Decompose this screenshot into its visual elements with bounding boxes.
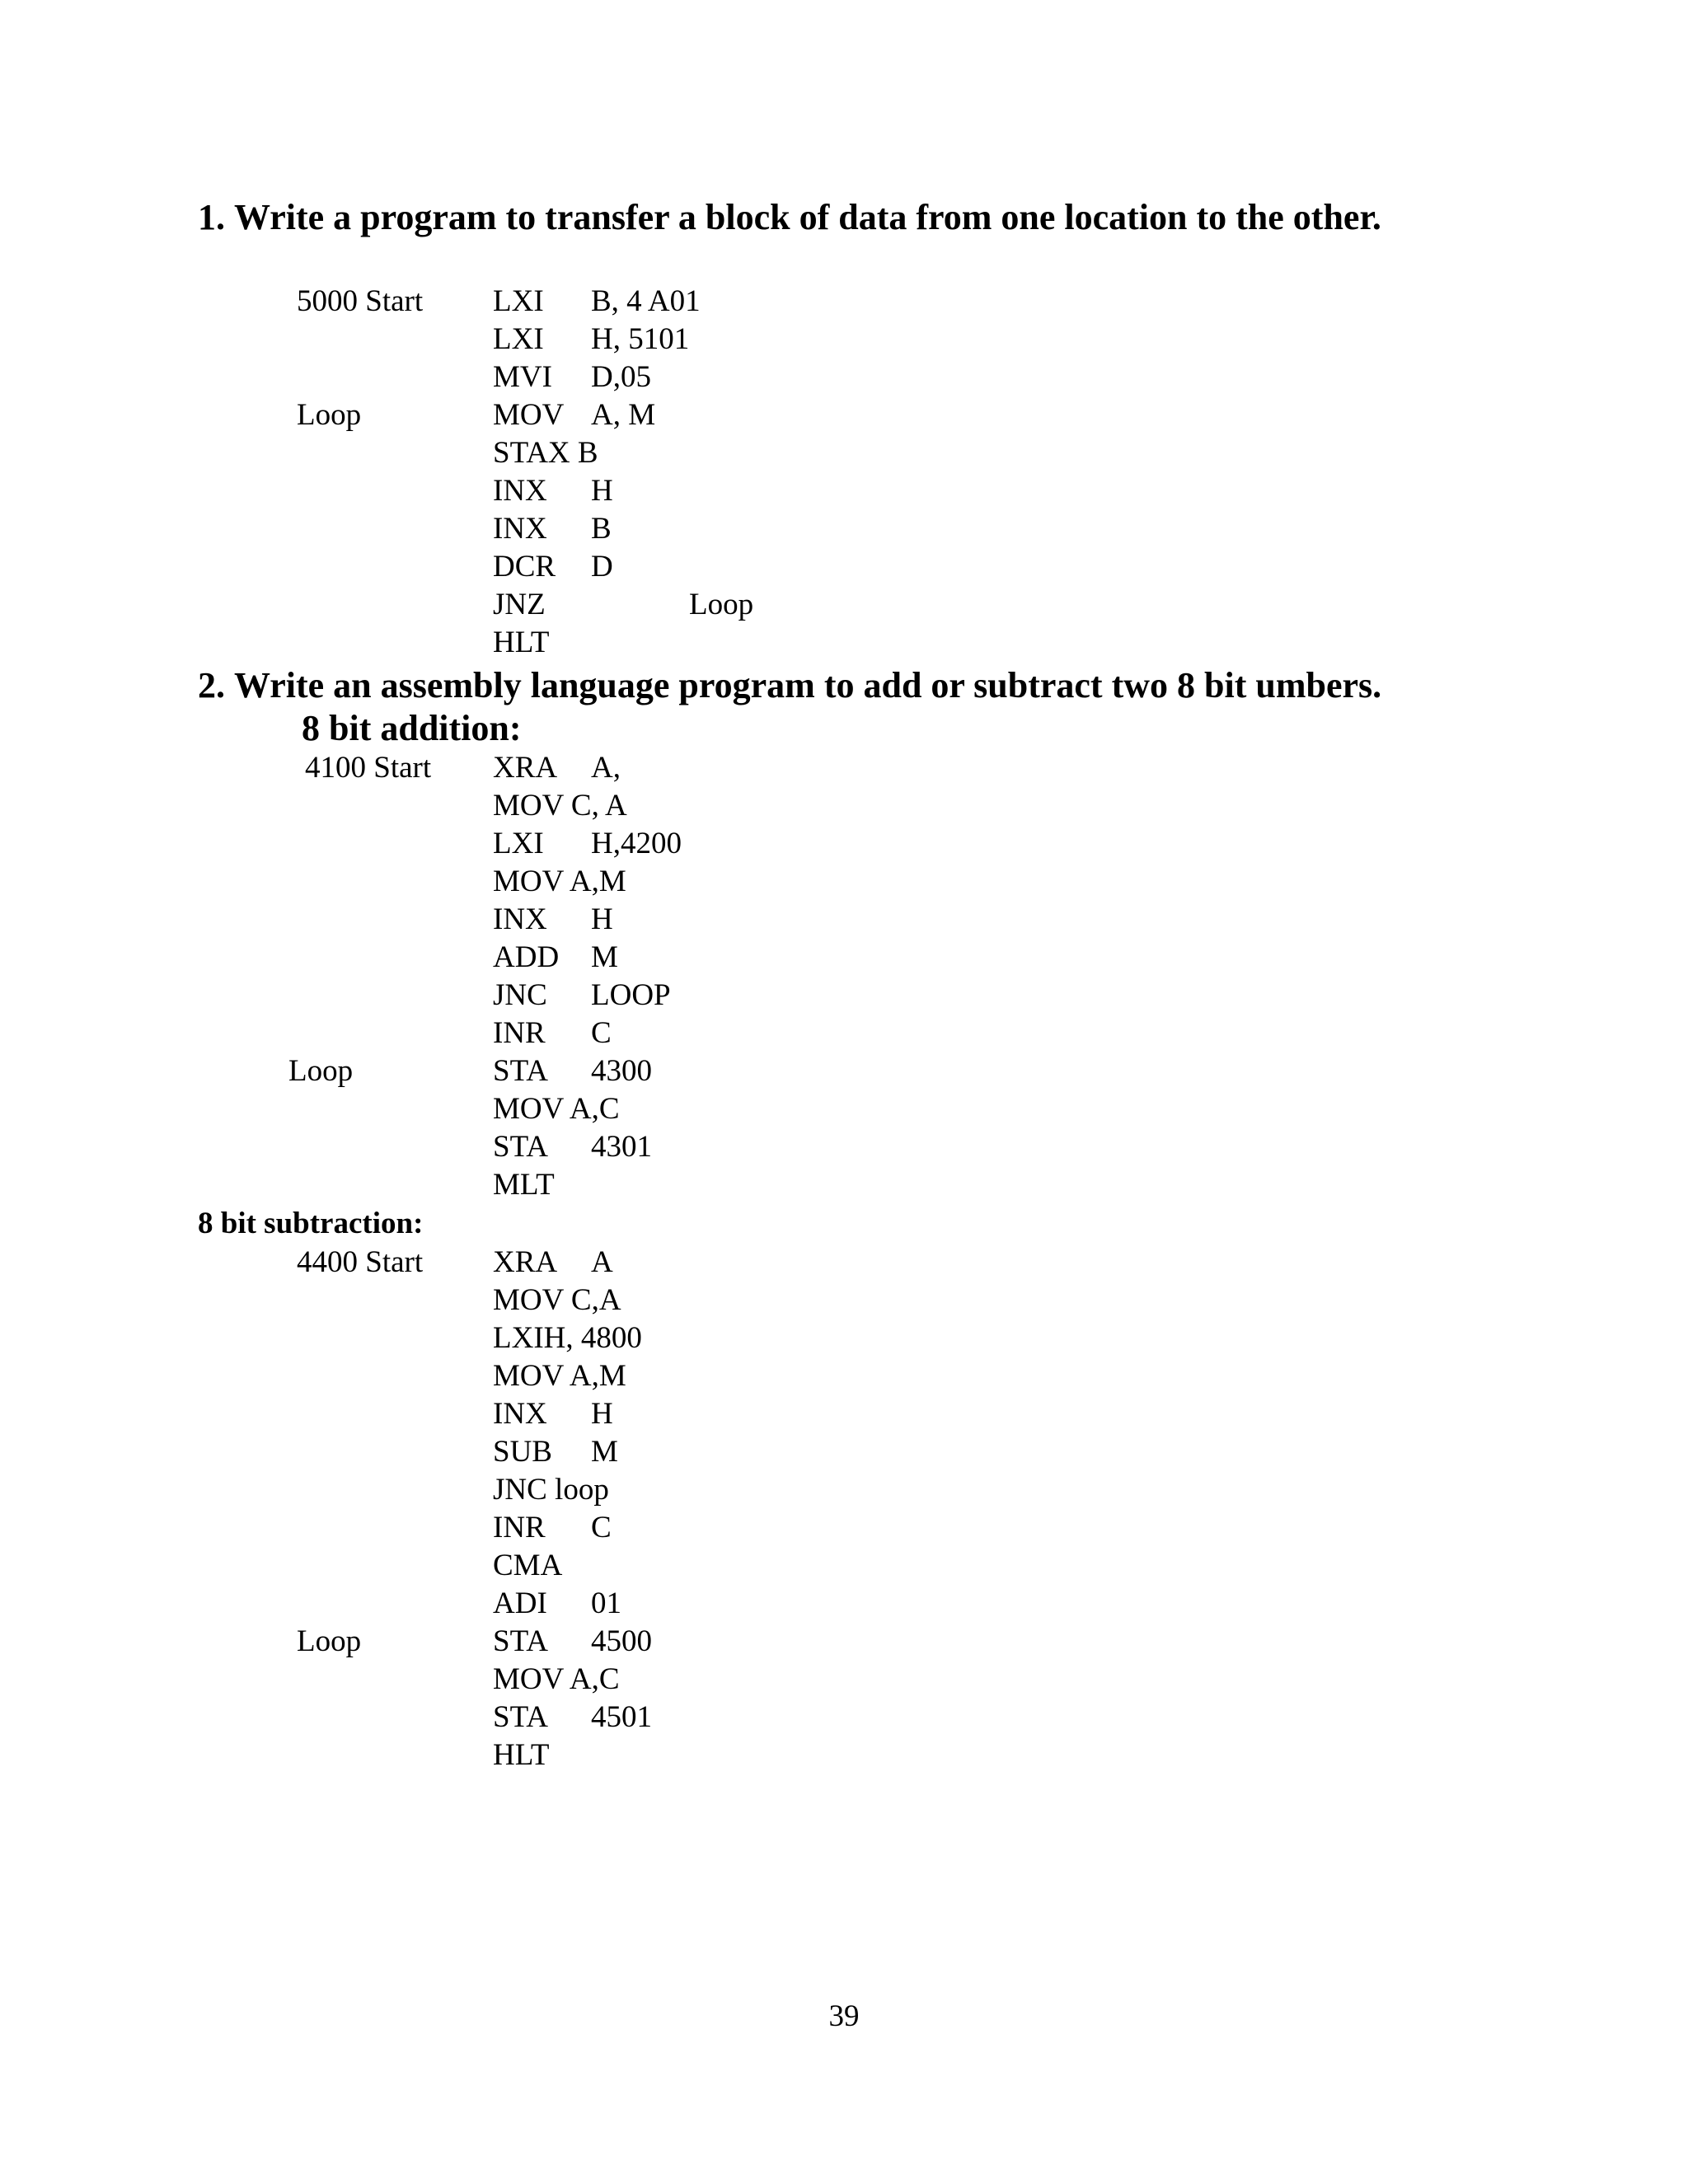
code-jump-target: Loop bbox=[689, 588, 754, 621]
code-opcode: HLT bbox=[493, 1738, 550, 1772]
code-operand: H bbox=[591, 474, 613, 508]
code-opcode: MOV A,C bbox=[493, 1092, 620, 1126]
code-opcode: DCR bbox=[493, 550, 556, 583]
section-1-title: Write a program to transfer a block of data from one location to the other. bbox=[234, 197, 1381, 237]
code-operand: H, 5101 bbox=[591, 322, 690, 356]
code-operand: M bbox=[591, 1435, 618, 1469]
code-label: 4400 Start bbox=[297, 1245, 424, 1279]
section-2-title: Write an assembly language program to add or subtract two 8 bit umbers. bbox=[234, 665, 1382, 705]
code-label: Loop bbox=[288, 1054, 354, 1088]
code-label: Loop bbox=[297, 1624, 362, 1658]
code-opcode: JNC loop bbox=[493, 1473, 609, 1507]
section-2-number: 2. bbox=[198, 665, 225, 705]
code-opcode: HLT bbox=[493, 626, 550, 659]
code-label: 4100 Start bbox=[305, 751, 432, 785]
code-opcode: MOV bbox=[493, 398, 565, 432]
code-opcode: INX bbox=[493, 1397, 547, 1431]
code-operand: D bbox=[591, 550, 613, 583]
code-operand: H bbox=[591, 1397, 613, 1431]
code-opcode: INR bbox=[493, 1016, 546, 1050]
code-operand: B bbox=[591, 512, 612, 546]
subtraction-subheading: 8 bit subtraction: bbox=[198, 1207, 424, 1240]
code-opcode: MOV A,C bbox=[493, 1662, 620, 1696]
code-opcode: STA bbox=[493, 1130, 548, 1164]
code-opcode: MOV A,M bbox=[493, 1359, 626, 1393]
code-operand: A, M bbox=[591, 398, 656, 432]
code-operand: D,05 bbox=[591, 360, 651, 394]
code-opcode: LXI bbox=[493, 827, 544, 860]
code-operand: 4301 bbox=[591, 1130, 652, 1164]
code-opcode: XRA bbox=[493, 1245, 558, 1279]
code-operand: H bbox=[591, 902, 613, 936]
code-opcode: LXI bbox=[493, 322, 544, 356]
code-opcode: STA bbox=[493, 1054, 548, 1088]
section-2-heading bbox=[198, 664, 1381, 707]
code-opcode: LXI bbox=[493, 284, 544, 318]
code-opcode: XRA bbox=[493, 751, 558, 785]
code-operand: 4300 bbox=[591, 1054, 652, 1088]
code-opcode: MLT bbox=[493, 1168, 555, 1202]
code-opcode: STA bbox=[493, 1700, 548, 1734]
code-operand: M bbox=[591, 940, 618, 974]
code-opcode: INR bbox=[493, 1511, 546, 1544]
code-operand: B, 4 A01 bbox=[591, 284, 701, 318]
code-operand: H,4200 bbox=[591, 827, 682, 860]
code-operand: 01 bbox=[591, 1586, 621, 1620]
code-opcode: MVI bbox=[493, 360, 552, 394]
page-number: 39 bbox=[828, 1999, 860, 2033]
code-opcode: ADI bbox=[493, 1586, 547, 1620]
code-opcode: JNC bbox=[493, 978, 547, 1012]
code-opcode: CMA bbox=[493, 1549, 563, 1582]
code-opcode: STAX B bbox=[493, 436, 598, 470]
code-label: Loop bbox=[297, 398, 362, 432]
code-opcode: LXIH, 4800 bbox=[493, 1321, 642, 1355]
code-opcode: INX bbox=[493, 512, 547, 546]
section-1-number: 1. bbox=[198, 197, 225, 237]
code-opcode: STA bbox=[493, 1624, 548, 1658]
code-opcode: INX bbox=[493, 474, 547, 508]
code-operand: LOOP bbox=[591, 978, 671, 1012]
code-label: 5000 Start bbox=[297, 284, 424, 318]
code-opcode: SUB bbox=[493, 1435, 552, 1469]
code-operand: C bbox=[591, 1511, 612, 1544]
code-opcode: MOV C, A bbox=[493, 789, 627, 823]
code-operand: A, bbox=[591, 751, 621, 785]
code-operand: C bbox=[591, 1016, 612, 1050]
addition-subheading: 8 bit addition: bbox=[302, 708, 522, 748]
code-operand: A bbox=[591, 1245, 613, 1279]
code-operand: 4500 bbox=[591, 1624, 652, 1658]
code-opcode: ADD bbox=[493, 940, 560, 974]
code-opcode: MOV A,M bbox=[493, 865, 626, 898]
code-opcode: MOV C,A bbox=[493, 1283, 621, 1317]
code-opcode: INX bbox=[493, 902, 547, 936]
section-1-heading bbox=[198, 196, 1381, 239]
code-opcode: JNZ bbox=[493, 588, 546, 621]
code-operand: 4501 bbox=[591, 1700, 652, 1734]
